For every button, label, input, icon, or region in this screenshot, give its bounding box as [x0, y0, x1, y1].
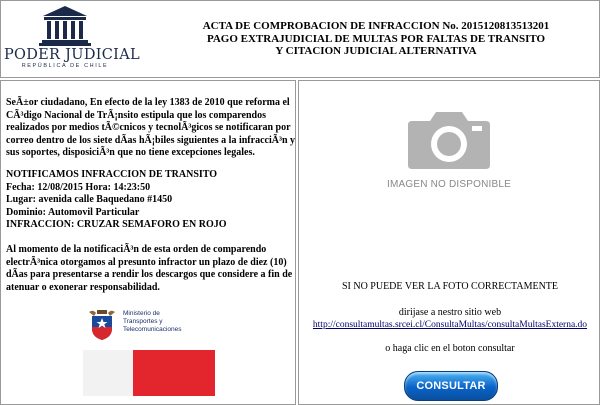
title-line-3: Y CITACION JUDICIAL ALTERNATIVA [275, 45, 477, 57]
coat-of-arms-icon [85, 308, 119, 342]
ministry-flag-white [83, 350, 133, 396]
header-box [0, 0, 600, 78]
notice-infraction: INFRACCION: CRUZAR SEMAFORO EN ROJO [6, 219, 227, 230]
title-line-1: ACTA DE COMPROBACION DE INFRACCION No. 2015120813513201 [202, 20, 550, 32]
ministry-line-3: Telecomunicaciones [123, 326, 182, 333]
notice-date: Fecha: 12/08/2015 Hora: 14:23:50 [6, 181, 151, 193]
or-click-text: o haga clic en el boton consultar [385, 343, 515, 354]
notice-place: Lugar: avenida calle Baquedano #1450 [6, 194, 173, 205]
ministry-line-2: Transportes y [123, 318, 163, 325]
logo-subtitle: REPÚBLICA DE CHILE [21, 63, 109, 69]
infraction-notice [6, 169, 296, 232]
logo-title: PODER JUDICIAL [4, 47, 140, 63]
photo-panel [298, 80, 600, 405]
ministry-name [123, 310, 182, 334]
notice-heading: NOTIFICAMOS INFRACCION DE TRANSITO [6, 169, 218, 180]
no-photo-notice: SI NO PUEDE VER LA FOTO CORRECTAMENTE [341, 281, 559, 292]
photo-placeholder [349, 107, 549, 217]
infraction-details-panel [0, 80, 296, 405]
courthouse-icon [35, 4, 95, 46]
closing-paragraph: Al momento de la notificaciÃ³n de esta orden de comparendo electrÃ³nica otorgamos al presunto infractor un plazo de diez (10) dÃas para presentarse a rendir los descargos que considere a fin de atenuar o exonerar responsabilidad. [6, 244, 293, 293]
intro-paragraph: SeÃ±or ciudadano, En efecto de la ley 1383 de 2010 que reforma el CÃ³digo Nacional de TrÃ¡nsito estipula que los comparendos realizados por medios tÃ©cnicos y tecnolÃ³gicos se notificaran por correo dentro de los siete dÃas hÃ¡biles siguientes a la infracciÃ³n y sus soportes, disposiciÃ³n que no tiene excepciones legales. [6, 97, 295, 158]
document-title [151, 20, 600, 58]
photo-unavailable-label: IMAGEN NO DISPONIBLE [386, 179, 512, 190]
ministry-logo [83, 306, 215, 396]
redirect-text: dirijase a nestro sitio web [398, 307, 502, 318]
title-line-2: PAGO EXTRAJUDICIAL DE MULTAS POR FALTAS DE TRANSITO [206, 32, 546, 45]
ministry-line-1: Ministerio de [123, 310, 160, 317]
consulta-multas-link[interactable]: http://consultamultas.srcei.cl/ConsultaMultas/consultaMultasExterna.do [312, 320, 588, 330]
camera-icon [406, 107, 492, 171]
notice-domain: Dominio: Automovil Particular [6, 206, 140, 218]
ministry-flag-red [133, 350, 215, 396]
poder-judicial-logo [4, 4, 140, 74]
consultar-button[interactable]: CONSULTAR [404, 371, 498, 401]
